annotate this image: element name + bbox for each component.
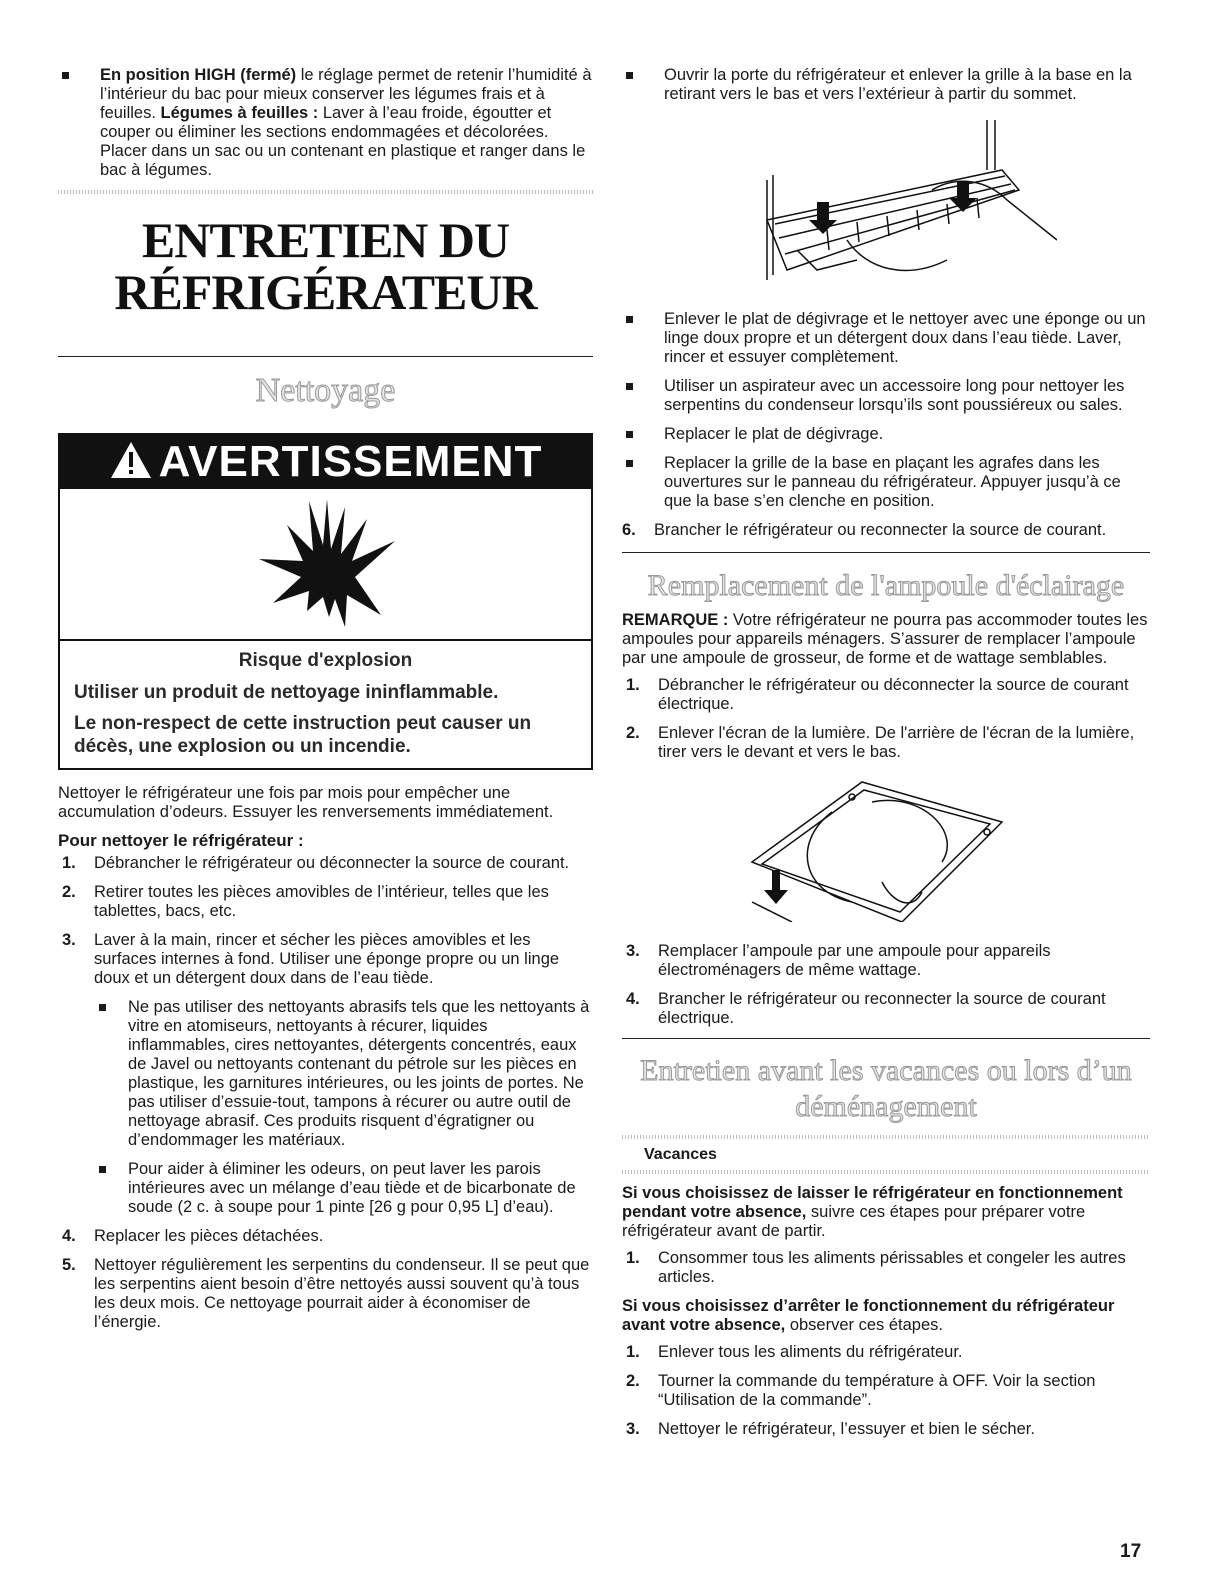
warning-risk: Risque d'explosion [238, 650, 413, 671]
bulb-step-1 [622, 676, 1150, 714]
warning-header [60, 435, 591, 489]
vacation-step-1 [622, 1249, 1150, 1287]
section-title-bulb: Remplacement de l'ampoule d'éclairage [647, 569, 1125, 602]
light-shield-illustration [622, 772, 1150, 932]
step-text: Retirer toutes les pièces amovibles de l’intérieur, telles que les tablettes, bacs, etc. [94, 883, 549, 920]
step-text: Laver à la main, rincer et sécher les pièces amovibles et les surfaces internes à fond. Utiliser une éponge propre ou un linge doux et un détergent doux dans de l’eau tiède. [94, 931, 560, 987]
step-5 [58, 1256, 593, 1332]
sub-bullet-text: Pour aider à éliminer les odeurs, on peut laver les parois intérieures avec un mélange d’eau tiède et de bicarbonate de soude (2 c. à soupe pour 1 pinte [26 g pour 0,95 L] d’eau). [128, 1160, 576, 1216]
step-2 [58, 883, 593, 921]
vacances-label: Vacances [644, 1146, 717, 1163]
step-number: 1. [62, 854, 76, 872]
left-column [58, 66, 593, 1342]
step-text: Enlever l'écran de la lumière. De l'arrière de l'écran de la lumière, tirer vers le devant et vers le bas. [658, 724, 1135, 761]
warning-title: AVERTISSEMENT [158, 437, 543, 486]
sub-bullet-abrasives [96, 998, 593, 1150]
step-4 [58, 1227, 593, 1246]
warning-instruction: Utiliser un produit de nettoyage ininflammable. [74, 682, 499, 703]
option-stop-label: Si vous choisissez d’arrêter le fonctionnement du réfrigérateur avant votre absence, [622, 1297, 1115, 1334]
step-number: 1. [626, 1343, 640, 1361]
leafy-label: Légumes à feuilles : [160, 104, 319, 122]
step-text: Consommer tous les aliments périssables et congeler les autres articles. [658, 1249, 1126, 1286]
divider [58, 190, 593, 194]
option-run-label: Si vous choisissez de laisser le réfrigérateur en fonctionnement pendant votre absence, [622, 1184, 1123, 1221]
bullet-text: Ouvrir la porte du réfrigérateur et enlever la grille à la base en la retirant vers le bas et vers l’extérieur à partir du sommet. [664, 66, 1132, 103]
step-text: Débrancher le réfrigérateur ou déconnecter la source de courant. [94, 854, 570, 872]
option-run-text: suivre ces étapes pour préparer votre réfrigérateur avant de partir. [622, 1203, 1086, 1240]
bullet-text: le réglage permet de retenir l’humidité à l’intérieur du bac pour mieux conserver les légumes frais et à feuilles. [100, 66, 592, 122]
step-number: 5. [62, 1256, 76, 1274]
defrost-bullet [622, 310, 1150, 367]
warning-text [60, 641, 591, 768]
high-position-label: En position HIGH (fermé) [100, 66, 297, 84]
warning-box [58, 433, 593, 770]
step-number: 3. [62, 931, 76, 949]
section-title-line1: Entretien avant les vacances ou lors d’un [640, 1054, 1132, 1087]
step-text: Brancher le réfrigérateur ou reconnecter la source de courant électrique. [658, 990, 1106, 1027]
step-number: 1. [626, 1249, 640, 1267]
stop-step-3 [622, 1420, 1150, 1439]
step-number: 2. [626, 724, 640, 742]
step-text: Enlever tous les aliments du réfrigérateur. [658, 1343, 963, 1361]
step-number: 1. [626, 676, 640, 694]
light-shield-image [732, 772, 1012, 922]
step-text: Débrancher le réfrigérateur ou déconnecter la source de courant électrique. [658, 676, 1129, 713]
right-column [622, 66, 1150, 1449]
note-text: Votre réfrigérateur ne pourra pas accommoder toutes les ampoules pour appareils ménagers. S’assurer de remplacer l’ampoule par une ampoule de grosseur, de forme et de wattage semblables. [622, 611, 1148, 667]
step-text: Nettoyer régulièrement les serpentins du condenseur. Il se peut que les serpentins aient besoin d’être nettoyés aussi souvent qu’à tous les deux mois. Ce nettoyage pourrait aider à économiser de l’énergie. [94, 1256, 590, 1331]
grille-bullet [622, 66, 1150, 104]
step-3 [58, 931, 593, 988]
sub-bullet-odors [96, 1160, 593, 1217]
bullet-text: Replacer la grille de la base en plaçant les agrafes dans les ouvertures sur le panneau du réfrigérateur. Appuyer jusqu’à ce que la base s’en clenche en position. [664, 454, 1121, 510]
humidity-bullet [58, 66, 593, 180]
step-text: Remplacer l’ampoule par une ampoule pour appareils électroménagers de même wattage. [658, 942, 1051, 979]
stop-step-1 [622, 1343, 1150, 1362]
step-6 [622, 521, 1150, 540]
base-grille-image [757, 120, 1057, 290]
warning-icon-area [60, 489, 591, 641]
divider [58, 356, 593, 357]
step-number: 2. [62, 883, 76, 901]
sub-bullet-text: Ne pas utiliser des nettoyants abrasifs tels que les nettoyants à vitre en atomiseurs, nettoyants à récurer, liquides inflammables, cires nettoyantes, détergents concentrés, eaux de Javel ou nettoyants contenant du pétrole sur les pièces en plastique, les garnitures intérieures, ou les joints de portes. Ne pas utiliser d’essuie-tout, tampons à récurer ou autre outil de nettoyage abrasif. Ces produits risquent d’égratigner ou d’endommager les matériaux. [128, 998, 590, 1149]
step-text: Brancher le réfrigérateur ou reconnecter la source de courant. [654, 521, 1107, 539]
step-1 [58, 854, 593, 873]
step-number: 6. [622, 521, 636, 539]
section-title-vacation [622, 1053, 1150, 1125]
cleaning-subhead: Pour nettoyer le réfrigérateur : [58, 831, 304, 850]
divider [622, 1038, 1150, 1039]
bulb-step-2 [622, 724, 1150, 762]
page-number: 17 [1120, 1541, 1142, 1562]
warning-consequence: Le non-respect de cette instruction peut causer un décès, une explosion ou un incendie. [74, 713, 532, 757]
cleaning-paragraph: Nettoyer le réfrigérateur une fois par mois pour empêcher une accumulation d’odeurs. Essuyer les renversements immédiatement. [58, 784, 554, 821]
bullet-text: Laver à l’eau froide, égoutter et couper ou éliminer les sections endommagées et décolorées. Placer dans un sac ou un contenant en plastique et ranger dans le bac à légumes. [100, 104, 586, 179]
replace-grille-bullet [622, 454, 1150, 511]
step-number: 2. [626, 1372, 640, 1390]
step-number: 4. [626, 990, 640, 1008]
section-title-line2: déménagement [795, 1090, 977, 1123]
bullet-text: Utiliser un aspirateur avec un accessoire long pour nettoyer les serpentins du condenseur lorsqu’ils sont poussiéreux ou sales. [664, 377, 1125, 414]
step-text: Replacer les pièces détachées. [94, 1227, 324, 1245]
vacuum-bullet [622, 377, 1150, 415]
step-text: Nettoyer le réfrigérateur, l’essuyer et bien le sécher. [658, 1420, 1035, 1438]
main-title [58, 214, 593, 318]
step-text: Tourner la commande du température à OFF. Voir la section “Utilisation de la commande”. [658, 1372, 1096, 1409]
main-title-line2: RÉFRIGÉRATEUR [114, 264, 537, 320]
bulb-step-3 [622, 942, 1150, 980]
note-label: REMARQUE : [622, 611, 729, 629]
step-number: 3. [626, 942, 640, 960]
bulb-step-4 [622, 990, 1150, 1028]
main-title-line1: ENTRETIEN DU [141, 212, 510, 268]
grille-illustration [622, 120, 1150, 298]
section-title-cleaning: Nettoyage [255, 372, 396, 409]
stop-step-2 [622, 1372, 1150, 1410]
explosion-icon [257, 499, 397, 629]
step-number: 4. [62, 1227, 76, 1245]
option-stop-text: observer ces étapes. [785, 1316, 943, 1334]
divider [622, 552, 1150, 553]
step-number: 3. [626, 1420, 640, 1438]
divider [622, 1170, 1150, 1174]
bullet-text: Replacer le plat de dégivrage. [664, 425, 884, 443]
warning-triangle-icon [109, 439, 153, 493]
replace-defrost-bullet [622, 425, 1150, 444]
bullet-text: Enlever le plat de dégivrage et le nettoyer avec une éponge ou un linge doux propre et un détergent doux dans l’eau tiède. Laver, rincer et essuyer complètement. [664, 310, 1146, 366]
